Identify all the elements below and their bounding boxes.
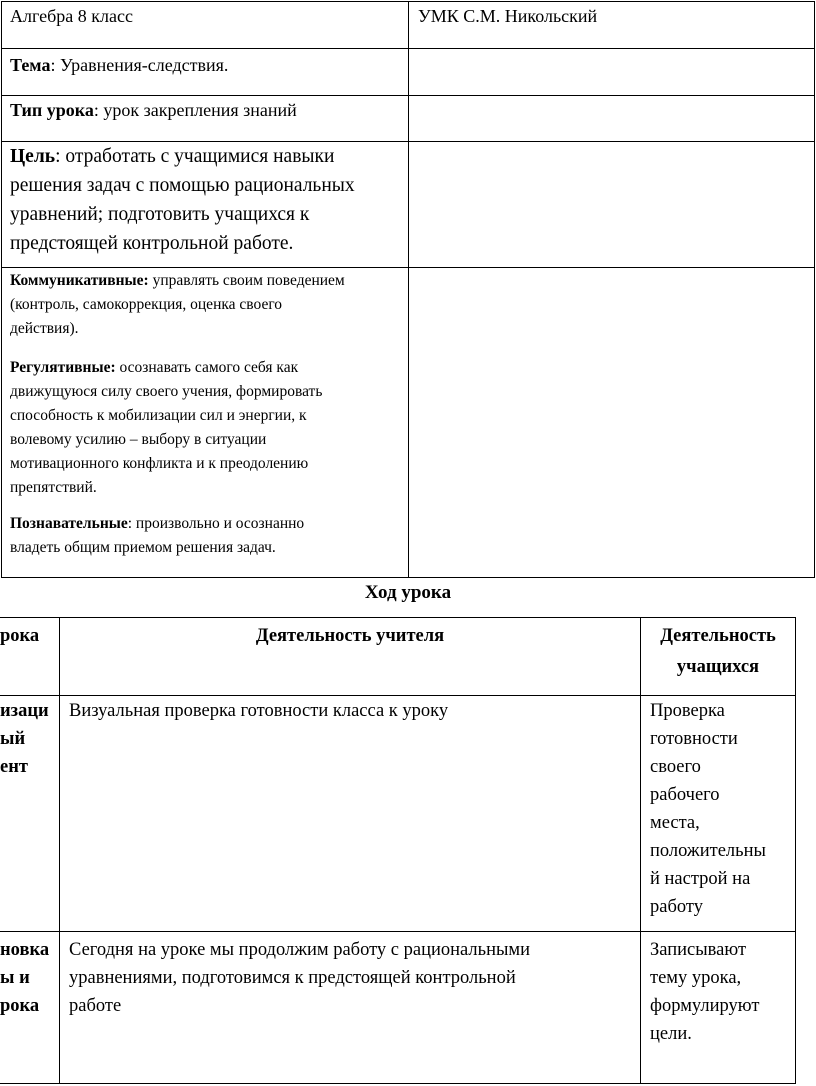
topic-cell [10, 52, 228, 78]
students-line: тему урока, [650, 968, 742, 988]
students-line: Записывают [650, 940, 747, 960]
stage-cell [0, 697, 49, 781]
cognitive-line: : произвольно и осознанно [127, 515, 305, 532]
regulative-line: мотивационного конфликта и к преодолению [10, 455, 309, 472]
teacher-line: уравнениями, подготовимся к предстоящей контрольной [69, 968, 516, 988]
stage-line: новка [0, 940, 50, 960]
lesson-type-value: : урок закрепления знаний [93, 100, 297, 120]
communicative-line: (контроль, самокоррекция, оценка своего [10, 296, 283, 313]
students-cell [650, 697, 766, 921]
table-border [0, 931, 796, 932]
students-line: Проверка [650, 701, 725, 721]
table-border [1, 1, 2, 578]
goal-line: предстоящей контрольной работе. [10, 233, 294, 254]
stage-line: ый [0, 729, 26, 749]
students-header-line: учащихся [676, 657, 760, 677]
teacher-line: Сегодня на уроке мы продолжим работу с рациональными [69, 940, 531, 960]
goal-line: : отработать с учащимися навыки [55, 146, 335, 167]
table-border [0, 617, 796, 618]
students-header-line: Деятельность [660, 626, 776, 646]
table-border [640, 617, 641, 1084]
stage-cell [0, 936, 49, 1020]
progress-title: Ход урока [364, 582, 452, 603]
regulative-line: способность к мобилизации сил и энергии, к [10, 407, 307, 424]
students-line: своего [650, 757, 701, 777]
cognitive-label: Познавательные [10, 515, 128, 532]
students-line: работу [650, 897, 703, 917]
umk-cell: УМК С.М. Никольский [418, 6, 598, 26]
topic-value: : Уравнения-следствия. [50, 55, 229, 75]
goal-line: решения задач с помощью рациональных [10, 175, 355, 196]
stage-line: ент [0, 757, 28, 777]
table-border [795, 617, 796, 1084]
communicative-line: управлять своим поведением [148, 272, 345, 289]
regulative-label: Регулятивные: [10, 359, 116, 376]
teacher-line: работе [69, 996, 122, 1016]
students-line: рабочего [650, 785, 720, 805]
regulative-line: препятствий. [10, 479, 97, 496]
regulative-line: волевому усилию – выбору в ситуации [10, 431, 267, 448]
goal-label: Цель [10, 146, 56, 167]
students-cell [650, 936, 759, 1048]
regulative-line: движущуюся силу своего учения, формировать [10, 383, 323, 400]
cognitive-block [10, 512, 304, 560]
table-border [814, 1, 815, 578]
students-line: положительны [650, 841, 766, 861]
table-border [0, 1083, 796, 1084]
students-line: цели. [650, 1024, 692, 1044]
table-border [408, 1, 409, 578]
regulative-line: осознавать самого себя как [115, 359, 299, 376]
students-line: готовности [650, 729, 738, 749]
students-line: формулируют [650, 996, 760, 1016]
students-header [641, 622, 795, 681]
teacher-header: Деятельность учителя [255, 626, 445, 646]
stage-line: рока [0, 996, 40, 1016]
regulative-block [10, 356, 322, 500]
topic-label: Тема [10, 55, 51, 75]
stage-line: ы и [0, 968, 30, 988]
cognitive-line: владеть общим приемом решения задач. [10, 539, 276, 556]
table-border [0, 695, 796, 696]
goal-line: уравнений; подготовить учащихся к [10, 204, 310, 225]
stage-line: изаци [0, 701, 49, 721]
communicative-block [10, 269, 345, 341]
goal-cell [10, 142, 355, 258]
students-line: й настрой на [650, 869, 751, 889]
teacher-cell: Визуальная проверка готовности класса к уроку [69, 701, 449, 721]
communicative-line: действия). [10, 320, 79, 337]
stage-header: рока [0, 626, 40, 646]
lesson-type-label: Тип урока [10, 100, 94, 120]
subject-cell: Алгебра 8 класс [10, 6, 133, 26]
communicative-label: Коммуникативные: [10, 272, 149, 289]
lesson-type-cell [10, 97, 297, 123]
table-border [59, 617, 60, 1084]
students-line: места, [650, 813, 700, 833]
teacher-cell [69, 936, 530, 1020]
